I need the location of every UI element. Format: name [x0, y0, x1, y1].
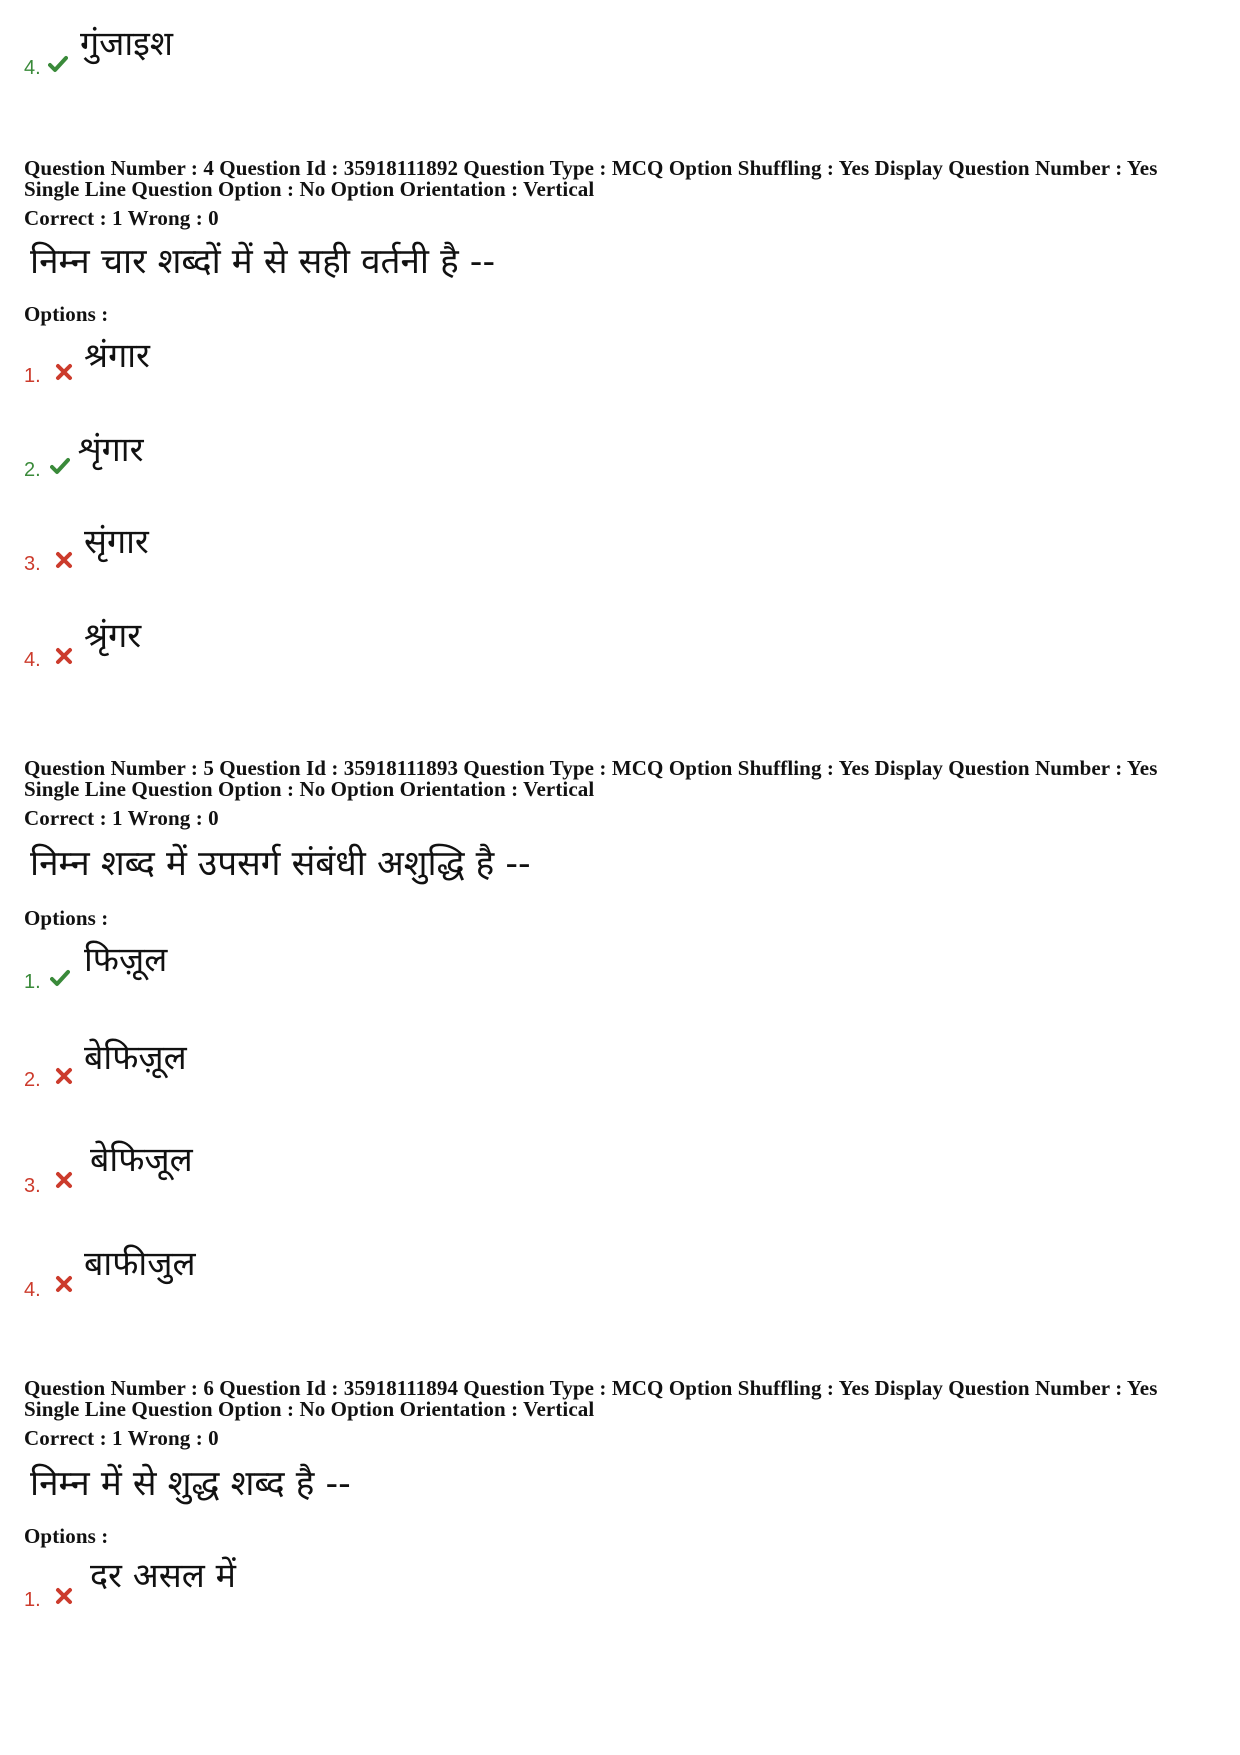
- question-meta-line3: Correct : 1 Wrong : 0: [24, 1426, 219, 1450]
- question-meta-line2: Single Line Question Option : No Option Orientation : Vertical: [24, 1397, 595, 1421]
- option-item[interactable]: [24, 1140, 424, 1200]
- option-number: 4.: [24, 57, 41, 79]
- option-number: 1.: [24, 971, 41, 993]
- cross-icon: [54, 1170, 74, 1190]
- question-meta-line1: Question Number : 5 Question Id : 35918111893 Question Type : MCQ Option Shuffling : Yes Display Question Number : Yes: [24, 756, 1158, 780]
- option-number: 1.: [24, 365, 41, 387]
- check-icon: [50, 456, 70, 476]
- cross-icon: [54, 362, 74, 382]
- option-number: 1.: [24, 1589, 41, 1611]
- options-label: Options :: [24, 302, 109, 326]
- option-item[interactable]: [24, 1244, 424, 1304]
- option-number: 3.: [24, 1175, 41, 1197]
- option-number: 4.: [24, 1279, 41, 1301]
- option-text: गुंजाइश: [80, 24, 173, 64]
- option-item[interactable]: [24, 430, 424, 490]
- question-text: निम्न शब्द में उपसर्ग संबंधी अशुद्धि है --: [30, 844, 531, 884]
- question-meta-line3: Correct : 1 Wrong : 0: [24, 206, 219, 230]
- question-text: निम्न चार शब्दों में से सही वर्तनी है --: [30, 242, 496, 282]
- cross-icon: [54, 1586, 74, 1606]
- option-text: दर असल में: [90, 1556, 236, 1596]
- option-text: शृंगार: [78, 430, 144, 470]
- cross-icon: [54, 1274, 74, 1294]
- cross-icon: [54, 1066, 74, 1086]
- option-number: 2.: [24, 1069, 41, 1091]
- option-text: श्रंगार: [84, 336, 150, 376]
- option-number: 3.: [24, 553, 41, 575]
- options-label: Options :: [24, 1524, 109, 1548]
- question-meta-line1: Question Number : 6 Question Id : 35918111894 Question Type : MCQ Option Shuffling : Yes Display Question Number : Yes: [24, 1376, 1158, 1400]
- question-block-4: [24, 158, 1224, 678]
- question-block-5: [24, 758, 1224, 1318]
- question-meta-line1: Question Number : 4 Question Id : 35918111892 Question Type : MCQ Option Shuffling : Yes Display Question Number : Yes: [24, 156, 1158, 180]
- option-number: 4.: [24, 649, 41, 671]
- option-item[interactable]: [24, 616, 424, 676]
- option-text: श्रृंगर: [84, 616, 142, 656]
- option-text: सृंगार: [84, 522, 149, 562]
- option-item[interactable]: [24, 1038, 424, 1098]
- option-text: फिज़ूल: [84, 940, 168, 980]
- question-meta-line2: Single Line Question Option : No Option Orientation : Vertical: [24, 777, 595, 801]
- option-text: बेफिज़ूल: [84, 1038, 187, 1078]
- options-label: Options :: [24, 906, 109, 930]
- top-option: [24, 24, 424, 84]
- option-text: बेफिजूल: [90, 1140, 193, 1180]
- question-block-6: [24, 1378, 1224, 1638]
- question-meta-line3: Correct : 1 Wrong : 0: [24, 806, 219, 830]
- option-number: 2.: [24, 459, 41, 481]
- option-text: बाफीजुल: [84, 1244, 196, 1284]
- question-meta-line2: Single Line Question Option : No Option Orientation : Vertical: [24, 177, 595, 201]
- option-item[interactable]: [24, 336, 424, 396]
- check-icon: [50, 968, 70, 988]
- cross-icon: [54, 550, 74, 570]
- option-item[interactable]: [24, 1556, 424, 1616]
- question-text: निम्न में से शुद्ध शब्द है --: [30, 1464, 351, 1504]
- option-item[interactable]: [24, 940, 424, 1000]
- cross-icon: [54, 646, 74, 666]
- check-icon: [48, 54, 68, 74]
- option-item[interactable]: [24, 522, 424, 582]
